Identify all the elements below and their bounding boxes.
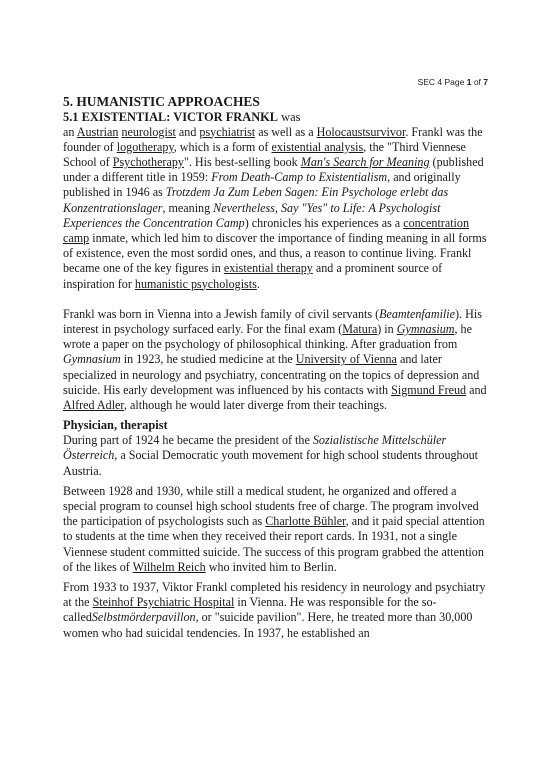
page-total: 7 bbox=[483, 77, 488, 87]
page-header-prefix: SEC 4 Page bbox=[417, 77, 467, 87]
text-run: . Frankl was the founder of bbox=[63, 124, 483, 154]
text-run: and a prominent source of inspiration for bbox=[63, 261, 443, 291]
text-run: inmate, which led him to discover the importance of finding meaning in all forms of existence, even the most sordid ones, and thus, a reason to continue living. Frankl became one of the key figures in bbox=[63, 230, 487, 276]
text-run: ". His best-selling book bbox=[183, 154, 301, 169]
page-number: 1 bbox=[466, 77, 472, 87]
hyperlink[interactable]: existential therapy bbox=[223, 261, 313, 276]
hyperlink[interactable]: Matura bbox=[342, 321, 378, 336]
text-run: in Vienna. He was responsible for the so-called bbox=[63, 595, 437, 625]
hyperlink[interactable]: neurologist bbox=[121, 124, 176, 139]
hyperlink[interactable]: Alfred Adler bbox=[63, 397, 124, 412]
heading-humanistic-approaches: 5. HUMANISTIC APPROACHES bbox=[63, 94, 260, 109]
hyperlink[interactable]: Steinhof Psychiatric Hospital bbox=[92, 595, 235, 610]
text-run: During part of 1924 he became the president of the bbox=[63, 433, 313, 448]
hyperlink[interactable]: Man's Search for Meaning bbox=[300, 154, 430, 169]
heading-existential-frankl bbox=[63, 110, 493, 125]
text-run: in 1923, he studied medicine at the bbox=[120, 352, 296, 367]
paragraph-intro bbox=[63, 125, 493, 292]
heading-existential-frankl-text: 5.1 EXISTENTIAL: VICTOR FRANKL bbox=[63, 109, 279, 124]
text-run: Between 1928 and 1930, while still a medical student, he organized and offered a special program to counsel high school students free of charge. The program involved the participation of psychologists such as bbox=[63, 483, 479, 529]
hyperlink[interactable]: psychiatrist bbox=[199, 124, 256, 139]
text-run: (published under a different title in 1959: bbox=[63, 154, 484, 185]
text-run: who invited him to Berlin. bbox=[205, 559, 337, 574]
page-header bbox=[418, 77, 488, 87]
heading-existential-frankl-tail: was bbox=[278, 109, 301, 124]
italic-text: Beamtenfamilie bbox=[379, 306, 456, 321]
text-run: ). His interest in psychology surfaced early. For the final exam ( bbox=[63, 306, 482, 336]
text-run: , meaning bbox=[162, 200, 214, 215]
italic-text: Nevertheless, Say "Yes" to Life: A Psychologist Experiences the Concentration Camp bbox=[63, 200, 441, 230]
document-body bbox=[63, 94, 493, 641]
heading-physician-therapist: Physician, therapist bbox=[63, 418, 168, 433]
italic-text: Selbstmörderpavillon bbox=[91, 610, 196, 625]
hyperlink[interactable]: Sigmund Freud bbox=[391, 382, 467, 397]
text-run: , he wrote a paper on the psychology of philosophical thinking. After graduation from bbox=[63, 321, 472, 352]
hyperlink[interactable]: logotherapy bbox=[116, 139, 174, 154]
italic-text: Trotzdem Ja Zum Leben Sagen: Ein Psychologe erlebt das Konzentrationslager bbox=[63, 185, 449, 215]
text-run: as well as a bbox=[255, 124, 317, 139]
text-run: ) chronicles his experiences as a bbox=[244, 215, 404, 230]
page-header-of: of bbox=[471, 77, 484, 87]
text-run: and bbox=[175, 124, 200, 139]
text-run: and later specialized in neurology and psychiatry, concentrating on the topics of depression and suicide. His early development was influenced by his contacts with bbox=[63, 352, 480, 397]
text-run: Frankl was born in Vienna into a Jewish family of civil servants ( bbox=[63, 306, 380, 321]
text-run: ) in bbox=[377, 321, 397, 336]
hyperlink[interactable]: Gymnasium bbox=[396, 321, 455, 336]
hyperlink[interactable]: Holocaustsurvivor bbox=[316, 124, 406, 139]
text-run: , the "Third Viennese School of bbox=[63, 139, 466, 169]
hyperlink[interactable]: Charlotte Bühler bbox=[265, 514, 346, 529]
text-run: , or "suicide pavilion". Here, he treated more than 30,000 women who had suicidal tendencies. In 1937, he established an bbox=[63, 610, 473, 640]
paragraph-steinhof-residency bbox=[63, 580, 493, 641]
paragraph-youth-movement bbox=[63, 433, 493, 479]
italic-text: Gymnasium bbox=[63, 352, 121, 367]
text-run: From 1933 to 1937, Viktor Frankl completed his residency in neurology and psychiatry at the bbox=[63, 579, 486, 610]
italic-text: Sozialistische Mittelschüler Österreich bbox=[63, 433, 447, 463]
hyperlink[interactable]: Psychotherapy bbox=[112, 154, 184, 169]
hyperlink[interactable]: concentration camp bbox=[63, 215, 470, 245]
hyperlink[interactable]: University of Vienna bbox=[295, 352, 397, 367]
hyperlink[interactable]: Austrian bbox=[76, 124, 119, 139]
paragraph-counseling-program bbox=[63, 484, 493, 575]
text-run: , although he would later diverge from their teachings. bbox=[123, 397, 388, 412]
paragraph-early-life bbox=[63, 307, 493, 413]
text-run: an bbox=[63, 124, 77, 139]
text-run: and bbox=[466, 382, 487, 397]
hyperlink[interactable]: Wilhelm Reich bbox=[132, 559, 206, 574]
hyperlink[interactable]: humanistic psychologists bbox=[134, 276, 257, 291]
text-run: , and it paid special attention to students at the time when they received their report cards. In 1931, not a single Viennese student committed suicide. The success of this program grabbed the attention of the likes of bbox=[63, 514, 485, 574]
text-run: , which is a form of bbox=[173, 139, 272, 154]
hyperlink[interactable]: existential analysis bbox=[271, 139, 364, 154]
italic-text: From Death-Camp to Existentialism bbox=[211, 170, 388, 185]
text-run: . bbox=[256, 276, 260, 291]
text-run: , a Social Democratic youth movement for high school students throughout Austria. bbox=[63, 448, 479, 478]
text-run: , and originally published in 1946 as bbox=[63, 170, 461, 200]
